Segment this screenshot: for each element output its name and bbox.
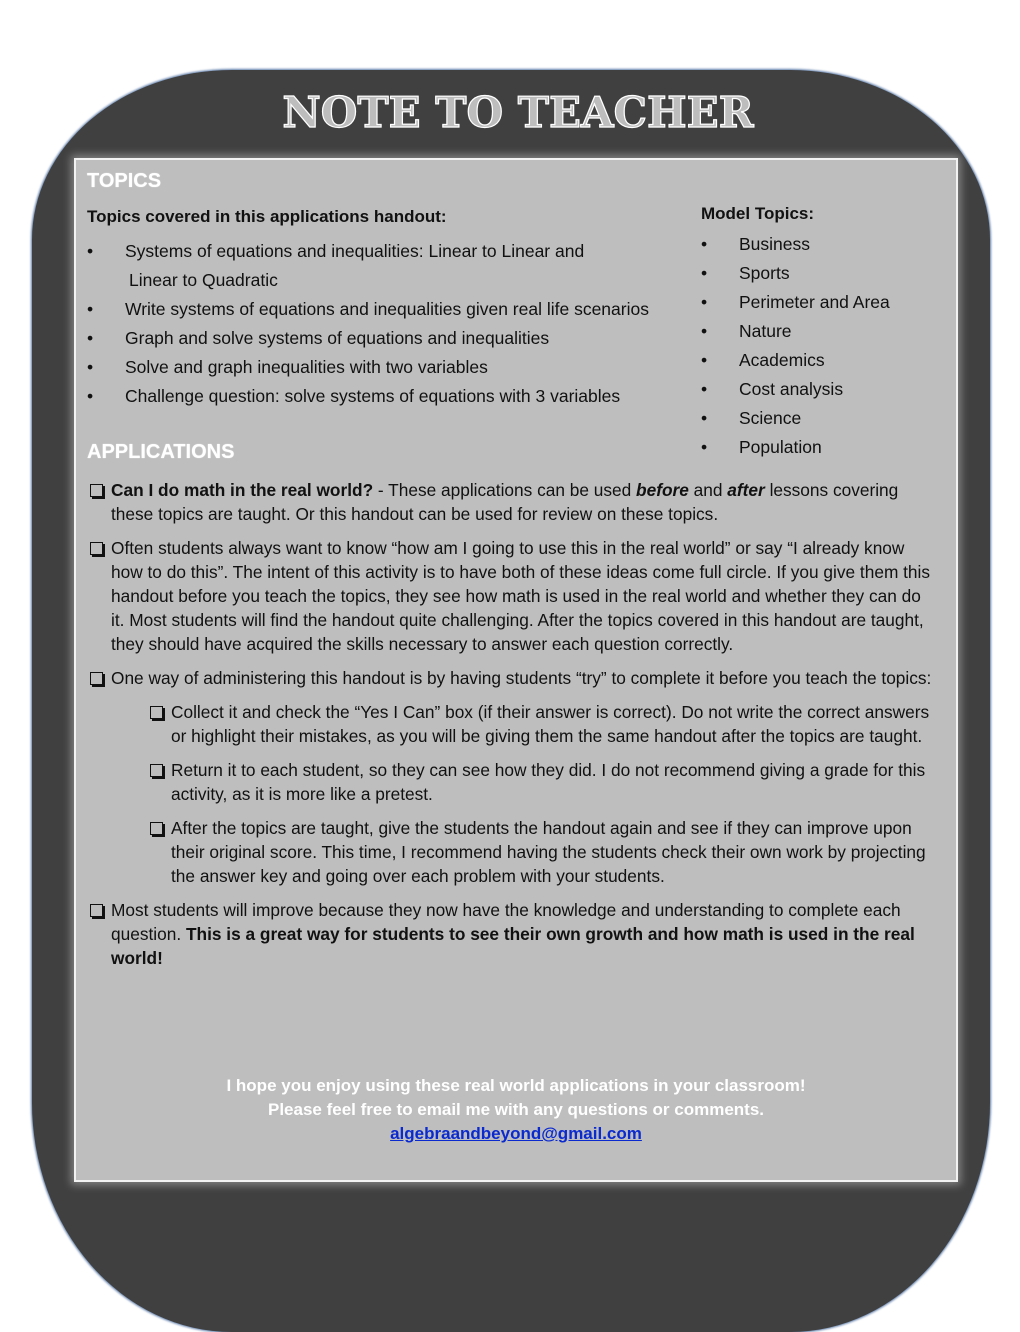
bullet-icon: • (87, 386, 94, 406)
bullet-icon: • (701, 321, 708, 341)
application-item: One way of administering this handout is by having students “try” to complete it before you teach the topics: (88, 666, 938, 690)
closing-message (76, 1074, 956, 1146)
checkbox-icon (90, 484, 103, 497)
application-item: Most students will improve because they now have the knowledge and understanding to complete each question. This is a great way for students to see their own growth and how math is used in the real world! (88, 898, 938, 970)
bullet-icon: • (701, 379, 708, 399)
topic-item: • Systems of equations and inequalities: Linear to Linear and (87, 237, 687, 266)
model-topic-item: • Nature (701, 317, 951, 346)
model-topic-item: • Academics (701, 346, 951, 375)
model-topic-item: • Sports (701, 259, 951, 288)
bullet-icon: • (87, 357, 94, 377)
closing-line-1: I hope you enjoy using these real world applications in your classroom! (226, 1076, 806, 1095)
topics-covered-label: Topics covered in this applications handout: (87, 207, 447, 226)
bullet-icon: • (701, 350, 708, 370)
bullet-icon: • (701, 408, 708, 428)
model-topic-item: • Cost analysis (701, 375, 951, 404)
topic-item: • Solve and graph inequalities with two variables (87, 353, 687, 382)
checkbox-icon (90, 904, 103, 917)
topic-item: • Write systems of equations and inequalities given real life scenarios (87, 295, 687, 324)
bullet-icon: • (87, 241, 94, 261)
topics-heading: TOPICS (87, 170, 162, 192)
email-link[interactable]: algebraandbeyond@gmail.com (390, 1124, 642, 1143)
topic-item-continued: Linear to Quadratic (129, 270, 278, 290)
model-topics-label: Model Topics: (701, 204, 815, 223)
checkbox-icon (150, 822, 163, 835)
model-topic-item: • Business (701, 230, 951, 259)
bullet-icon: • (87, 328, 94, 348)
model-topic-item: • Perimeter and Area (701, 288, 951, 317)
checkbox-icon (150, 706, 163, 719)
bullet-icon: • (87, 299, 94, 319)
application-item: Often students always want to know “how am I going to use this in the real world” or say “I already know how to do this”. The intent of this activity is to have both of these ideas come full circle. If you give them this handout before you teach the topics, they see how math is used in the real world and whether they can do it. Most students will find the handout quite challenging. After the topics covered in this handout are taught, they should have acquired the skills necessary to answer each question correctly. (88, 536, 938, 656)
application-sub-item: Return it to each student, so they can see how they did. I do not recommend giving a grade for this activity, as it is more like a pretest. (148, 758, 938, 806)
applications-heading: APPLICATIONS (87, 441, 235, 463)
closing-line-2: Please feel free to email me with any questions or comments. (268, 1100, 764, 1119)
topics-list (87, 237, 687, 411)
bullet-icon: • (701, 437, 708, 457)
checkbox-icon (150, 764, 163, 777)
model-topics-list (701, 230, 951, 462)
bullet-icon: • (701, 234, 708, 254)
application-sub-item: After the topics are taught, give the students the handout again and see if they can improve upon their original score. This time, I recommend having the students check their own work by projecting the answer key and going over each problem with your students. (148, 816, 938, 888)
topic-item: • Graph and solve systems of equations and inequalities (87, 324, 687, 353)
content-panel (74, 158, 958, 1182)
application-item: Can I do math in the real world? - These applications can be used before and after lessons covering these topics are taught. Or this handout can be used for review on these topics. (88, 478, 938, 526)
application-sub-item: Collect it and check the “Yes I Can” box (if their answer is correct). Do not write the correct answers or highlight their mistakes, as you will be giving them the same handout after the topics are taught. (148, 700, 938, 748)
model-topic-item: • Population (701, 433, 951, 462)
checkbox-icon (90, 672, 103, 685)
bullet-icon: • (701, 292, 708, 312)
topic-item: • Challenge question: solve systems of equations with 3 variables (87, 382, 687, 411)
model-topic-item: • Science (701, 404, 951, 433)
applications-list (88, 478, 938, 980)
checkbox-icon (90, 542, 103, 555)
bullet-icon: • (701, 263, 708, 283)
page-title: NOTE TO TEACHER (282, 88, 754, 137)
